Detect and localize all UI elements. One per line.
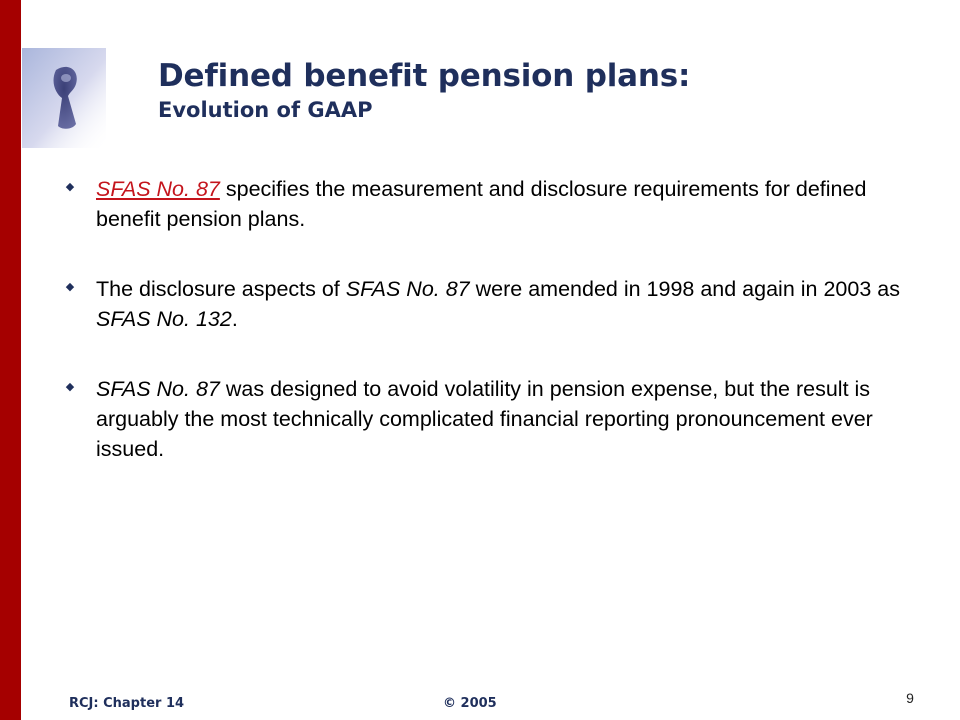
keyhole-icon xyxy=(22,48,106,148)
bullet-text: was designed to avoid volatility in pension expense, but the result is arguably the most technically complicated financial reporting pronouncement ever issued. xyxy=(96,377,873,461)
diamond-bullet-icon: ◆ xyxy=(65,281,75,293)
sfas-reference: SFAS No. 87 xyxy=(96,377,220,401)
diamond-bullet-icon: ◆ xyxy=(65,381,75,393)
sfas-reference: SFAS No. 132 xyxy=(96,307,232,331)
bullet-text: . xyxy=(231,307,238,331)
bullet-text: The disclosure aspects of xyxy=(96,277,346,301)
page-subtitle: Evolution of GAAP xyxy=(158,98,373,122)
sfas-reference: SFAS No. 87 xyxy=(345,277,470,301)
page-title: Defined benefit pension plans: xyxy=(158,58,691,94)
footer-copyright: © 2005 xyxy=(443,696,497,711)
sfas-87-link[interactable]: SFAS No. 87 xyxy=(96,177,220,201)
bullet-item xyxy=(62,374,902,464)
title-block xyxy=(158,56,918,124)
page-number: 9 xyxy=(906,690,914,706)
bullet-text: were amended in 1998 and again in 2003 as xyxy=(469,277,900,301)
left-accent-bar xyxy=(0,0,21,720)
footer-chapter: RCJ: Chapter 14 xyxy=(69,696,185,711)
diamond-bullet-icon: ◆ xyxy=(65,181,75,193)
bullet-item xyxy=(62,274,902,334)
bullet-text: specifies the measurement and disclosure requirements for defined benefit pension plans. xyxy=(96,177,867,231)
bullet-item xyxy=(62,174,902,234)
bullet-list xyxy=(62,174,902,504)
